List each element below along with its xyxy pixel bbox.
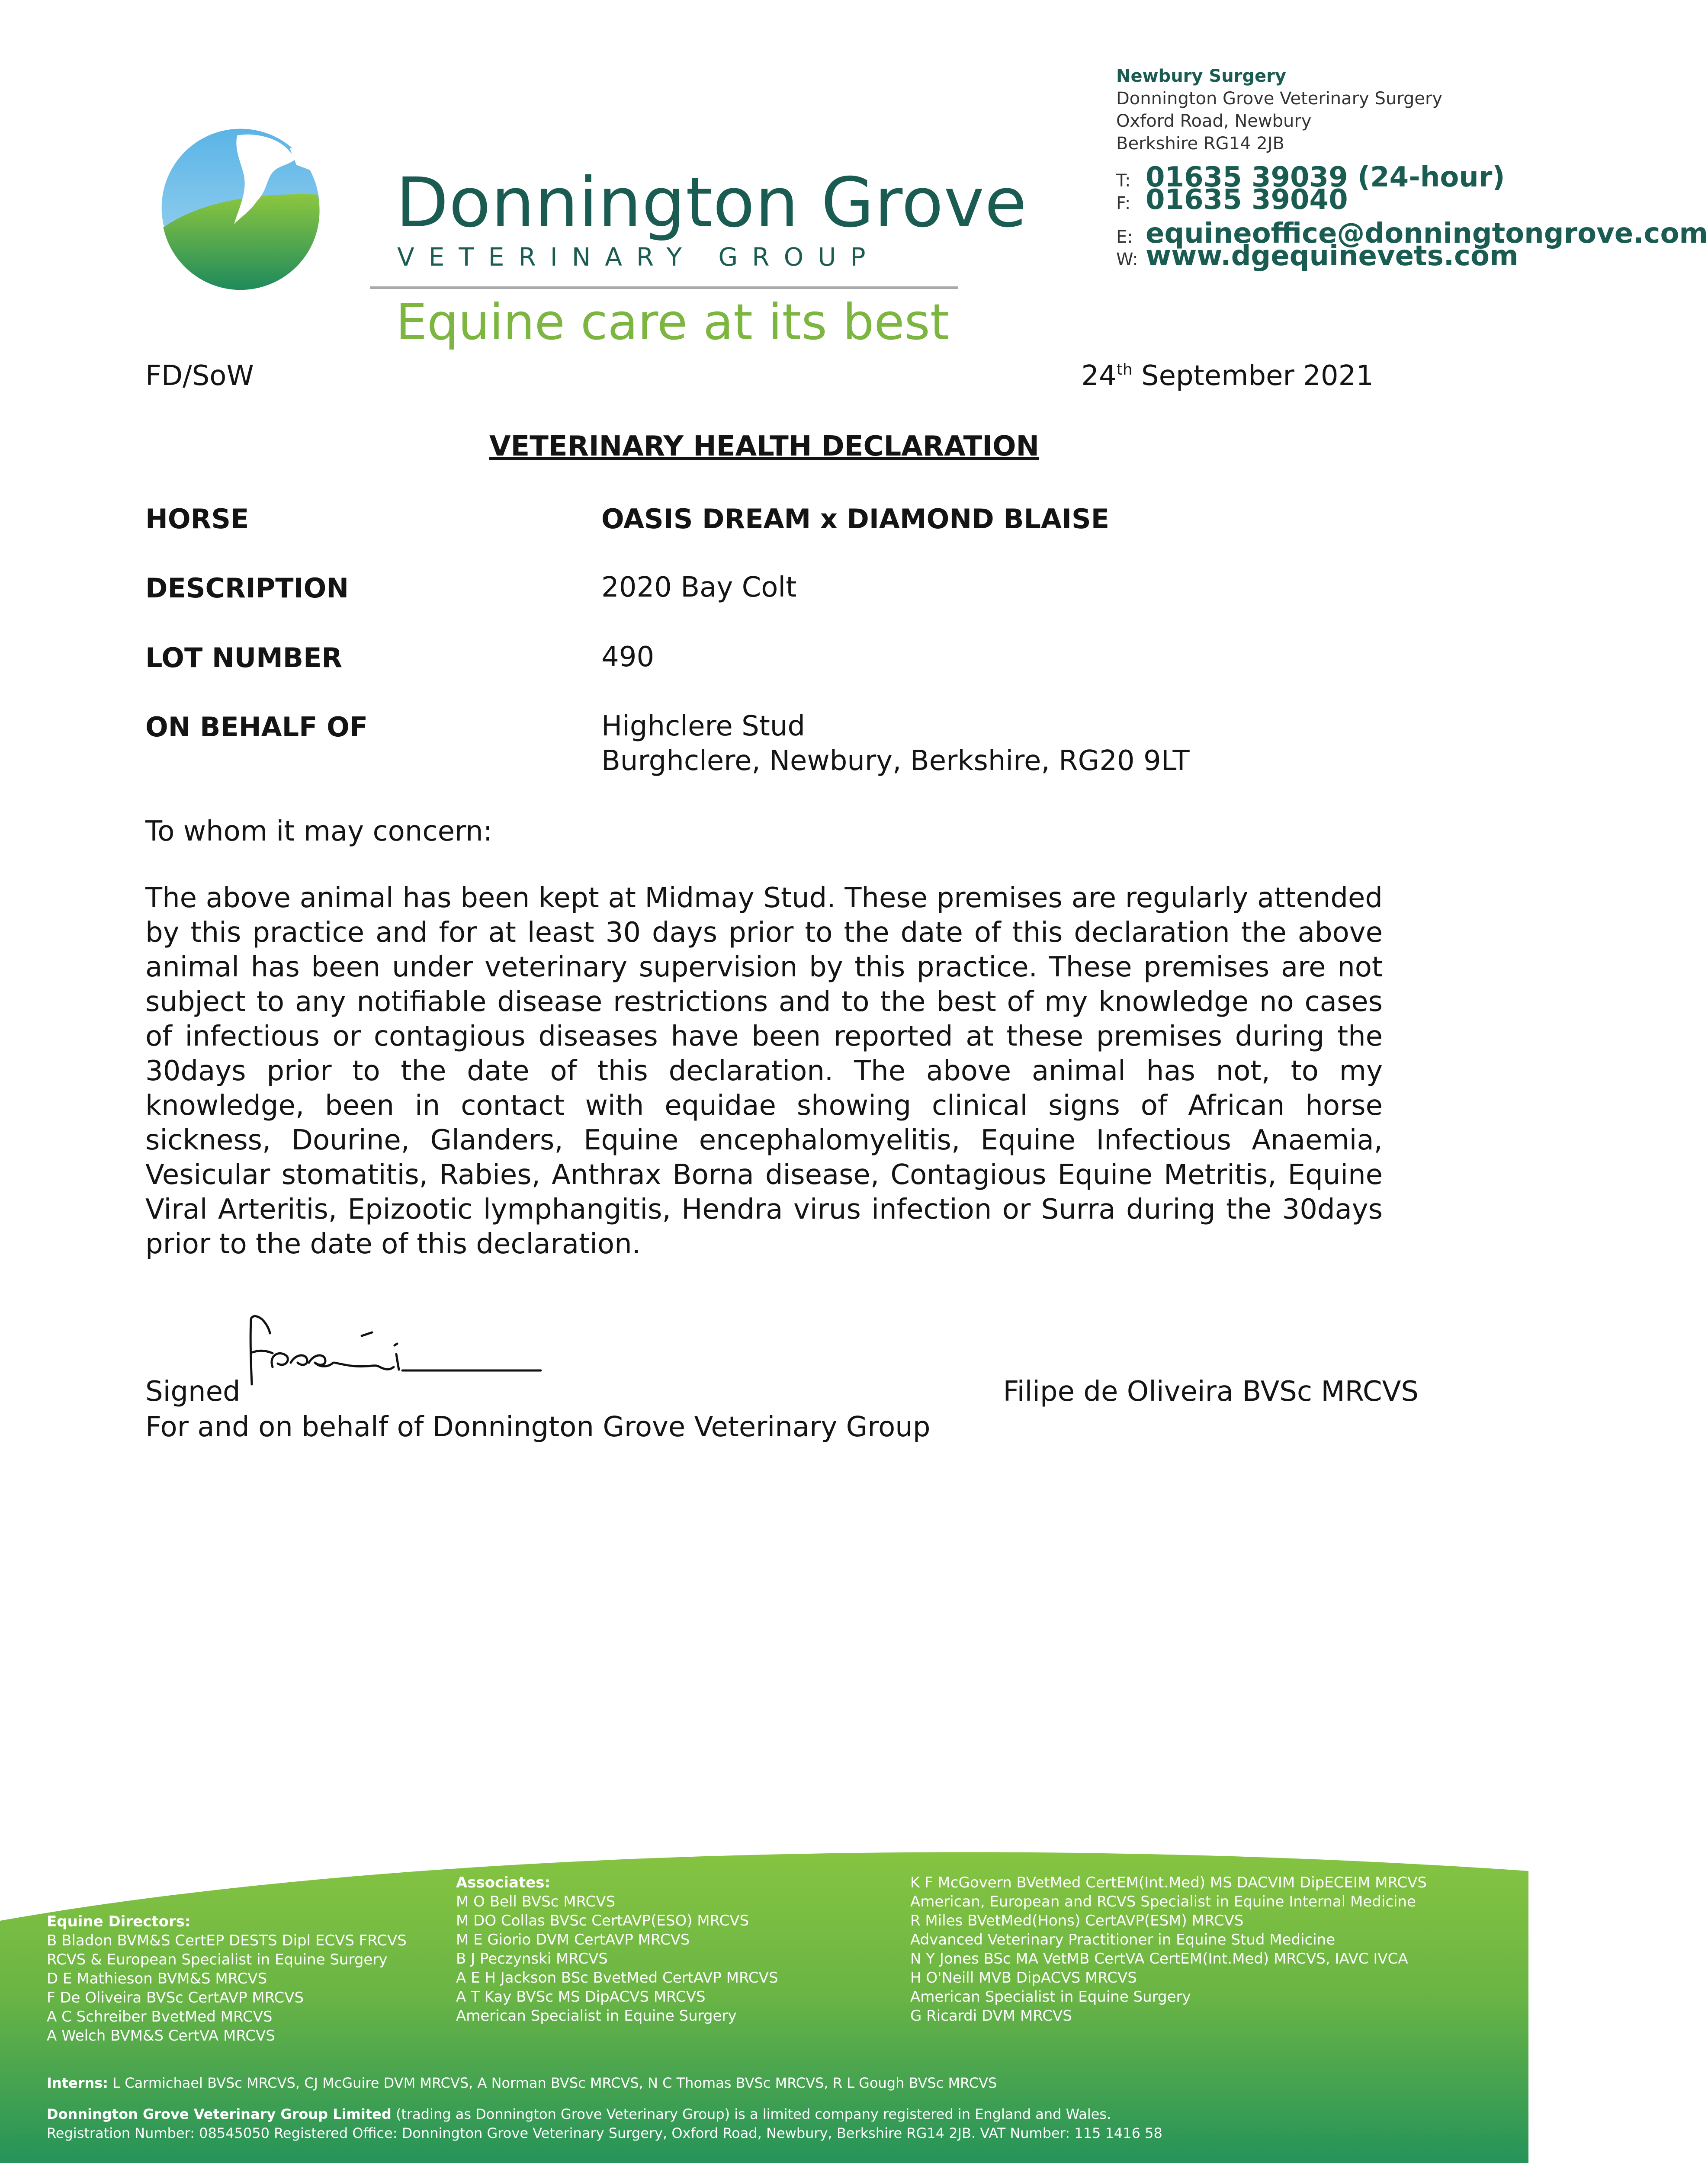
website-link[interactable]: www.dgequinevets.com	[1146, 240, 1519, 272]
signed-label: Signed	[145, 1376, 241, 1408]
director-line: RCVS & European Specialist in Equine Surgery	[47, 1951, 388, 1968]
signer-name: Filipe de Oliveira BVSc MRCVS	[1003, 1376, 1419, 1408]
associate-line: M DO Collas BVSc CertAVP(ESO) MRCVS	[456, 1912, 749, 1929]
associate-line: R Miles BVetMed(Hons) CertAVP(ESM) MRCVS	[910, 1912, 1244, 1929]
email-link[interactable]: equineoffice@donningtongrove.com	[1146, 218, 1708, 250]
field-value-lot-number: 490	[601, 641, 655, 673]
associate-line: Advanced Veterinary Practitioner in Equine Stud Medicine	[910, 1931, 1336, 1948]
field-value-on-behalf-of-address: Burghclere, Newbury, Berkshire, RG20 9LT	[601, 745, 1190, 777]
brand-divider	[370, 286, 958, 289]
associate-line: American Specialist in Equine Surgery	[456, 2007, 737, 2025]
web-label: W:	[1116, 250, 1138, 270]
associate-line: American Specialist in Equine Surgery	[910, 1988, 1191, 2006]
footer-interns: Interns: L Carmichael BVSc MRCVS, CJ McGuire DVM MRCVS, A Norman BVSc MRCVS, N C Thomas BVSc MRCVS, R L Gough BVSc MRCVS	[47, 2075, 997, 2091]
surgery-name: Newbury Surgery	[1116, 66, 1286, 86]
signature	[242, 1302, 545, 1397]
letter-reference: FD/SoW	[145, 360, 254, 392]
greeting: To whom it may concern:	[145, 815, 493, 847]
footer-registration: Registration Number: 08545050 Registered Office: Donnington Grove Veterinary Surgery, Oxford Road, Newbury, Berkshire RG14 2JB. VAT Number: 115 1416 58	[47, 2125, 1162, 2141]
fax-label: F:	[1116, 193, 1131, 213]
field-label-lot-number: LOT NUMBER	[145, 642, 343, 674]
field-value-on-behalf-of: Highclere Stud	[601, 710, 805, 742]
brand-name: Donnington Grove	[396, 163, 1027, 243]
director-line: F De Oliveira BVSc CertAVP MRCVS	[47, 1989, 304, 2006]
associates-heading: Associates:	[456, 1874, 551, 1891]
address-line: Berkshire RG14 2JB	[1116, 134, 1284, 154]
tel-label: T:	[1116, 171, 1131, 191]
declaration-body: The above animal has been kept at Midmay Stud. These premises are regularly attended by this practice and for at least 30 days prior to the date of this declaration the above animal has been under veterinary supervision by this practice. These premises are not subject to any notifiable disease restrictions and to the best of my knowledge no cases of infectious or contagious diseases have been reported at these premises during the 30days prior to the date of this declaration. The above animal has not, to my knowledge, been in contact with equidae showing clinical signs of African horse sickness, Dourine, Glanders, Equine encephalomyelitis, Equine Infectious Anaemia, Vesicular stomatitis, Rabies, Anthrax Borna disease, Contagious Equine Metritis, Equine Viral Arteritis, Epizootic lymphangitis, Hendra virus infection or Surra during the 30days prior to the date of this declaration.	[145, 882, 1383, 1260]
fax-number: 01635 39040	[1146, 184, 1348, 216]
field-value-horse: OASIS DREAM x DIAMOND BLAISE	[601, 503, 1110, 535]
associate-line: A E H Jackson BSc BvetMed CertAVP MRCVS	[456, 1969, 778, 1986]
associate-line: American, European and RCVS Specialist in Equine Internal Medicine	[910, 1893, 1416, 1910]
address-line: Donnington Grove Veterinary Surgery	[1116, 89, 1443, 109]
field-label-description: DESCRIPTION	[145, 572, 349, 604]
associate-line: K F McGovern BVetMed CertEM(Int.Med) MS DACVIM DipECEIM MRCVS	[910, 1874, 1427, 1891]
associate-line: M O Bell BVSc MRCVS	[456, 1893, 616, 1910]
field-value-description: 2020 Bay Colt	[601, 571, 797, 603]
field-label-on-behalf-of: ON BEHALF OF	[145, 711, 368, 743]
associate-line: H O'Neill MVB DipACVS MRCVS	[910, 1969, 1137, 1986]
director-line: A C Schreiber BvetMed MRCVS	[47, 2008, 273, 2025]
associate-line: A T Kay BVSc MS DipACVS MRCVS	[456, 1988, 706, 2006]
footer-company: Donnington Grove Veterinary Group Limited (trading as Donnington Grove Veterinary Group) is a limited company registered in England and Wales.	[47, 2106, 1111, 2122]
telephone-number[interactable]: 01635 39039 (24-hour)	[1146, 161, 1505, 193]
on-behalf-line: For and on behalf of Donnington Grove Veterinary Group	[145, 1411, 931, 1443]
director-line: A Welch BVM&S CertVA MRCVS	[47, 2027, 275, 2044]
document-title: VETERINARY HEALTH DECLARATION	[489, 430, 1040, 462]
associate-line: N Y Jones BSc MA VetMB CertVA CertEM(Int.Med) MRCVS, IAVC IVCA	[910, 1950, 1408, 1967]
associate-line: G Ricardi DVM MRCVS	[910, 2007, 1072, 2025]
address-line: Oxford Road, Newbury	[1116, 111, 1312, 131]
letter-date: 24th September 2021	[1081, 360, 1374, 392]
practice-address-block	[1116, 65, 1708, 272]
director-line: D E Mathieson BVM&S MRCVS	[47, 1970, 267, 1987]
associate-line: B J Peczynski MRCVS	[456, 1950, 608, 1967]
field-label-horse: HORSE	[145, 503, 249, 535]
footer-associates	[456, 1873, 778, 2025]
footer-associates-continued	[910, 1873, 1427, 2025]
brand-subtitle: VETERINARY GROUP	[397, 242, 880, 272]
email-label: E:	[1116, 227, 1133, 247]
footer-directors	[47, 1912, 407, 2045]
associate-line: M E Giorio DVM CertAVP MRCVS	[456, 1931, 690, 1948]
practice-logo	[158, 125, 323, 290]
director-line: B Bladon BVM&S CertEP DESTS Dipl ECVS FRCVS	[47, 1932, 407, 1949]
directors-heading: Equine Directors:	[47, 1913, 191, 1930]
brand-tagline: Equine care at its best	[396, 293, 950, 351]
